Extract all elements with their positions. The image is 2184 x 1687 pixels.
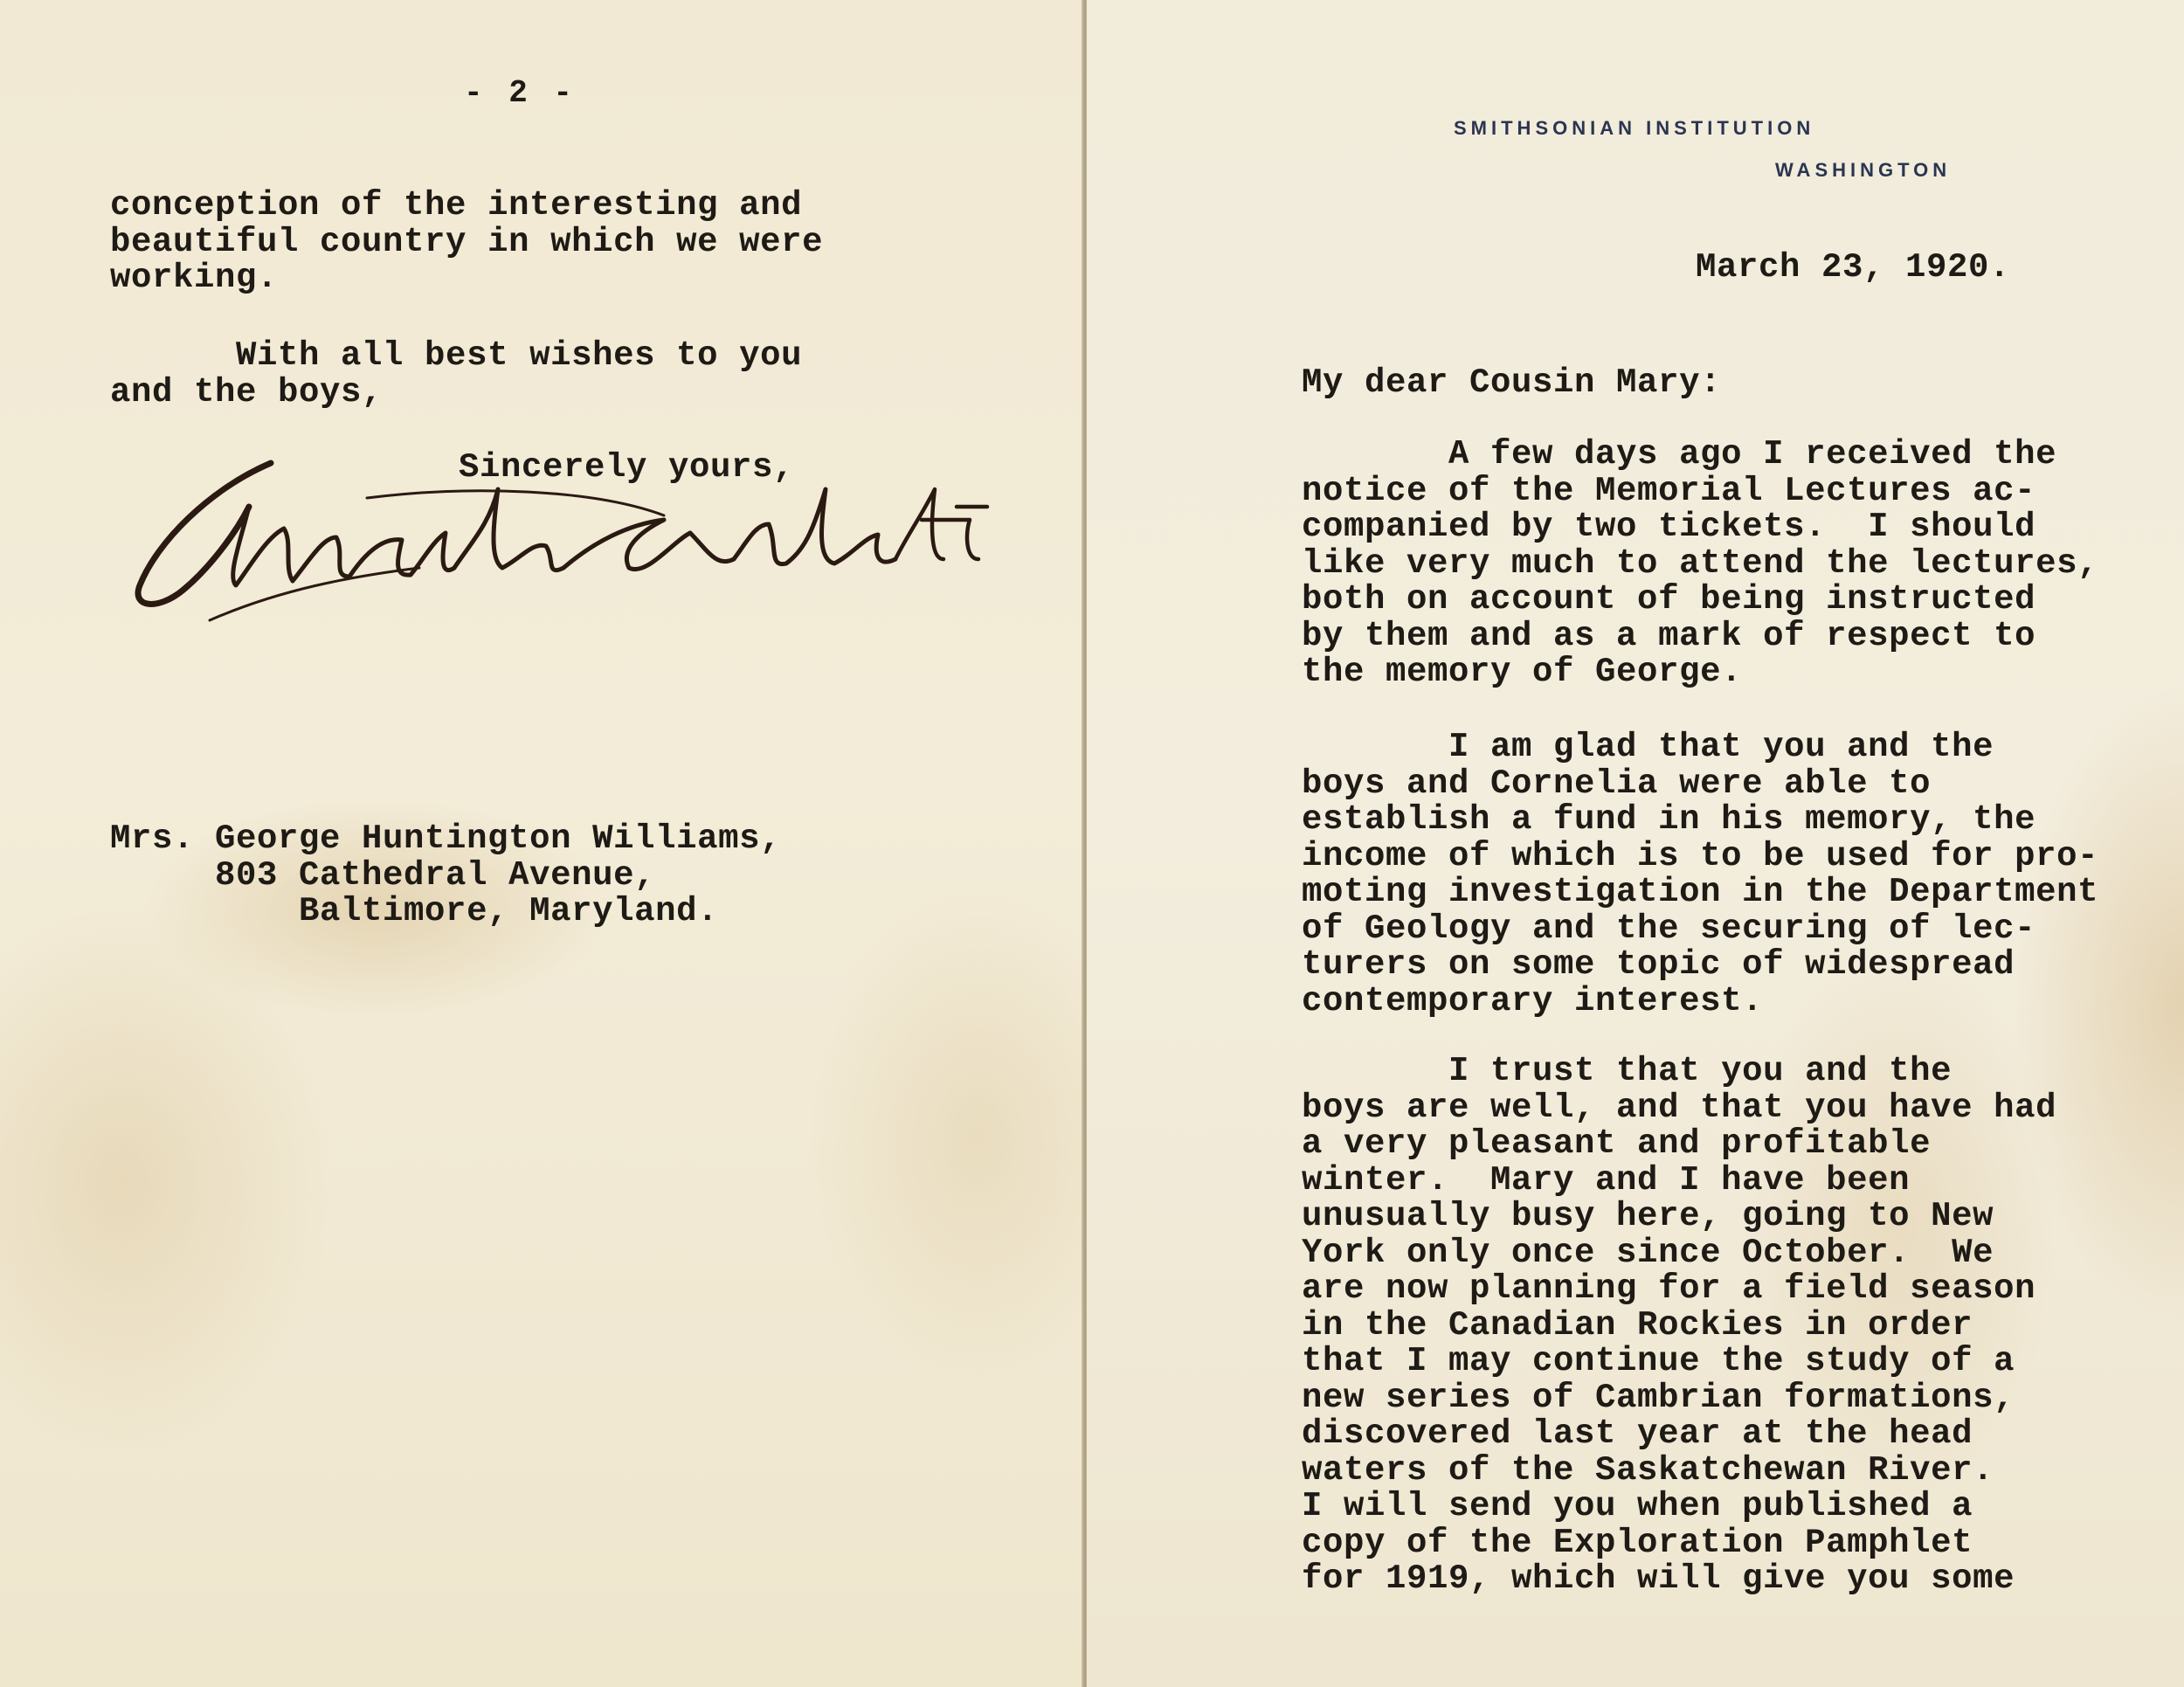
text-line: winter. Mary and I have been xyxy=(1302,1160,1911,1200)
text-line: of Geology and the securing of lec- xyxy=(1302,909,2036,948)
text-line: waters of the Saskatchewan River. xyxy=(1302,1450,1994,1490)
text-line: the memory of George. xyxy=(1302,653,1743,691)
text-line: working. xyxy=(110,259,279,297)
text-line: by them and as a mark of respect to xyxy=(1302,616,2036,655)
text-line: notice of the Memorial Lectures ac- xyxy=(1302,471,2036,510)
paragraph-2 xyxy=(1302,729,2098,1020)
text-line: beautiful country in which we were xyxy=(110,222,824,261)
letter-page-two xyxy=(0,0,1083,1687)
text-line: discovered last year at the head xyxy=(1302,1414,1973,1453)
text-line: I trust that you and the xyxy=(1302,1052,1952,1090)
text-line: unusually busy here, going to New xyxy=(1302,1197,1994,1235)
text-line: With all best wishes to you xyxy=(110,336,803,375)
handwritten-signature xyxy=(105,437,1048,629)
text-line: Mrs. George Huntington Williams, xyxy=(110,819,782,858)
text-line: both on account of being instructed xyxy=(1302,580,2036,619)
text-line: Baltimore, Maryland. xyxy=(110,892,719,930)
paragraph-1 xyxy=(1302,437,2098,691)
text-line: that I may continue the study of a xyxy=(1302,1342,2015,1380)
text-line: York only once since October. We xyxy=(1302,1233,1994,1272)
text-line: A few days ago I received the xyxy=(1302,435,2057,474)
letterhead-institution: SMITHSONIAN INSTITUTION xyxy=(1454,117,1815,139)
text-line: boys and Cornelia were able to xyxy=(1302,764,1932,803)
text-line: boys are well, and that you have had xyxy=(1302,1088,2057,1127)
text-line: like very much to attend the lectures, xyxy=(1302,543,2099,583)
text-line: income of which is to be used for pro- xyxy=(1302,836,2099,875)
closing-wishes xyxy=(110,338,802,411)
text-line: I am glad that you and the xyxy=(1302,728,1994,766)
text-line: are now planning for a field season xyxy=(1302,1269,2036,1308)
text-line: in the Canadian Rockies in order xyxy=(1302,1305,1973,1345)
page-number: - 2 - xyxy=(463,75,577,111)
text-line: 803 Cathedral Avenue, xyxy=(110,855,656,895)
continuation-paragraph xyxy=(110,188,823,297)
text-line: conception of the interesting and xyxy=(110,186,803,225)
letterhead-city: WASHINGTON xyxy=(1775,159,1952,181)
text-line: for 1919, which will give you some xyxy=(1302,1559,2015,1598)
text-line: establish a fund in his memory, the xyxy=(1302,800,2036,839)
text-line: contemporary interest. xyxy=(1302,981,1764,1020)
valediction: Sincerely yours, xyxy=(459,448,795,487)
text-line: companied by two tickets. I should xyxy=(1302,508,2036,546)
text-line: a very pleasant and profitable xyxy=(1302,1124,1932,1163)
text-line: turers on some topic of widespread xyxy=(1302,945,2015,984)
letter-date: March 23, 1920. xyxy=(1696,248,2011,287)
text-line: and the boys, xyxy=(110,372,384,411)
paragraph-3 xyxy=(1302,1054,2056,1598)
text-line: copy of the Exploration Pamphlet xyxy=(1302,1523,1973,1562)
letter-page-one xyxy=(1087,0,2184,1687)
recipient-address xyxy=(110,821,781,930)
text-line: new series of Cambrian formations, xyxy=(1302,1378,2015,1417)
text-line: moting investigation in the Department xyxy=(1302,873,2099,911)
text-line: I will send you when published a xyxy=(1302,1487,1973,1525)
salutation: My dear Cousin Mary: xyxy=(1302,363,1722,402)
